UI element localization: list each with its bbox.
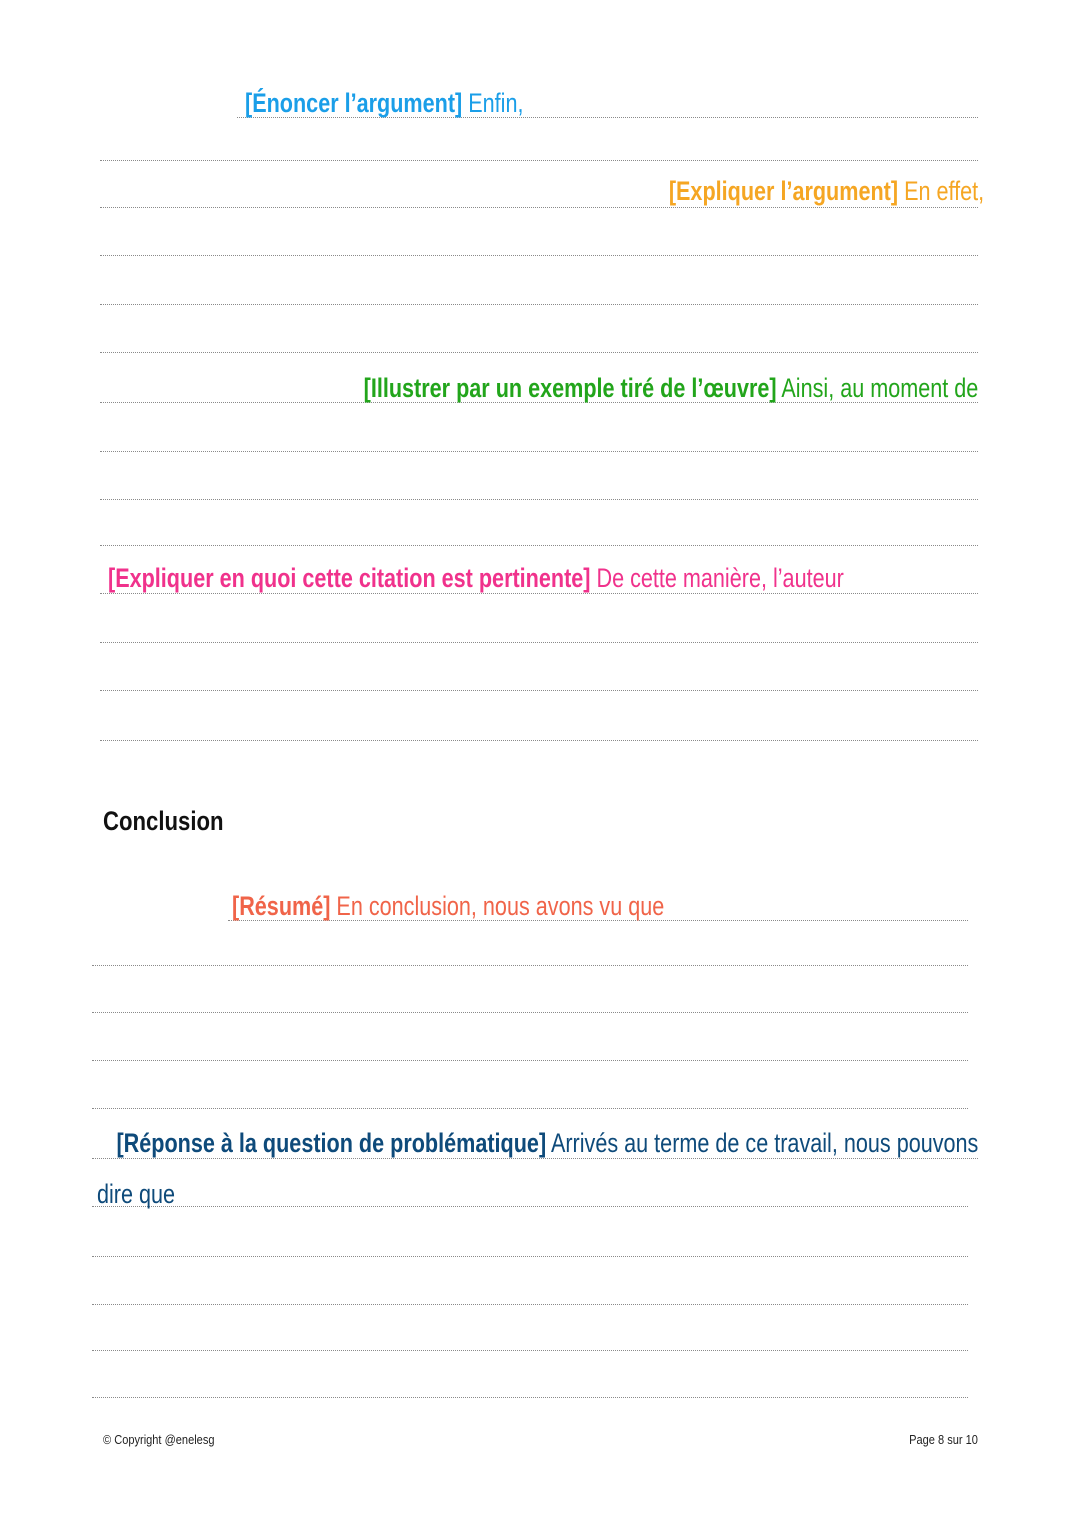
prompt-reponse xyxy=(116,1130,978,1157)
writing-line[interactable] xyxy=(100,690,978,691)
prompt-pertinente xyxy=(108,565,844,592)
prompt-enoncer xyxy=(245,90,523,117)
writing-line[interactable] xyxy=(100,160,978,161)
prompt-label: [Énoncer l’argument] xyxy=(245,88,463,118)
writing-line[interactable] xyxy=(100,499,978,500)
prompt-text: En conclusion, nous avons vu que xyxy=(330,891,665,921)
prompt-reponse-continuation: dire que xyxy=(97,1179,176,1209)
writing-line[interactable] xyxy=(92,1206,968,1207)
writing-line[interactable] xyxy=(100,545,978,546)
prompt-text: Arrivés au terme de ce travail, nous pouvons xyxy=(545,1128,978,1158)
writing-line[interactable] xyxy=(92,1158,978,1159)
prompt-illustrer xyxy=(363,375,978,402)
writing-line[interactable] xyxy=(100,642,978,643)
prompt-text: Enfin, xyxy=(462,88,524,118)
prompt-text: En effet, xyxy=(897,176,984,206)
prompt-expliquer xyxy=(669,178,984,205)
prompt-label: [Expliquer l’argument] xyxy=(668,176,898,206)
writing-line[interactable] xyxy=(100,593,978,594)
writing-line[interactable] xyxy=(92,1256,968,1257)
prompt-text: De cette manière, l’auteur xyxy=(590,563,844,593)
prompt-text: Ainsi, au moment de xyxy=(776,373,978,403)
writing-line[interactable] xyxy=(100,352,978,353)
writing-line[interactable] xyxy=(92,1304,968,1305)
writing-line[interactable] xyxy=(92,1060,968,1061)
writing-line[interactable] xyxy=(92,1397,968,1398)
section-heading-conclusion: Conclusion xyxy=(103,806,224,836)
prompt-label: [Réponse à la question de problématique] xyxy=(116,1128,546,1158)
footer-page-number: Page 8 sur 10 xyxy=(909,1432,978,1447)
prompt-resume xyxy=(232,893,664,920)
writing-line[interactable] xyxy=(100,304,978,305)
footer-copyright: © Copyright @enelesg xyxy=(103,1432,215,1447)
prompt-label: [Résumé] xyxy=(232,891,331,921)
prompt-label: [Expliquer en quoi cette citation est pertinente] xyxy=(108,563,591,593)
prompt-label: [Illustrer par un exemple tiré de l’œuvre] xyxy=(363,373,777,403)
writing-line[interactable] xyxy=(100,451,978,452)
writing-line[interactable] xyxy=(92,1350,968,1351)
writing-line[interactable] xyxy=(92,965,968,966)
writing-line[interactable] xyxy=(92,1012,968,1013)
writing-line[interactable] xyxy=(100,255,978,256)
writing-line[interactable] xyxy=(92,1108,968,1109)
writing-line[interactable] xyxy=(100,740,978,741)
writing-line[interactable] xyxy=(100,207,978,208)
